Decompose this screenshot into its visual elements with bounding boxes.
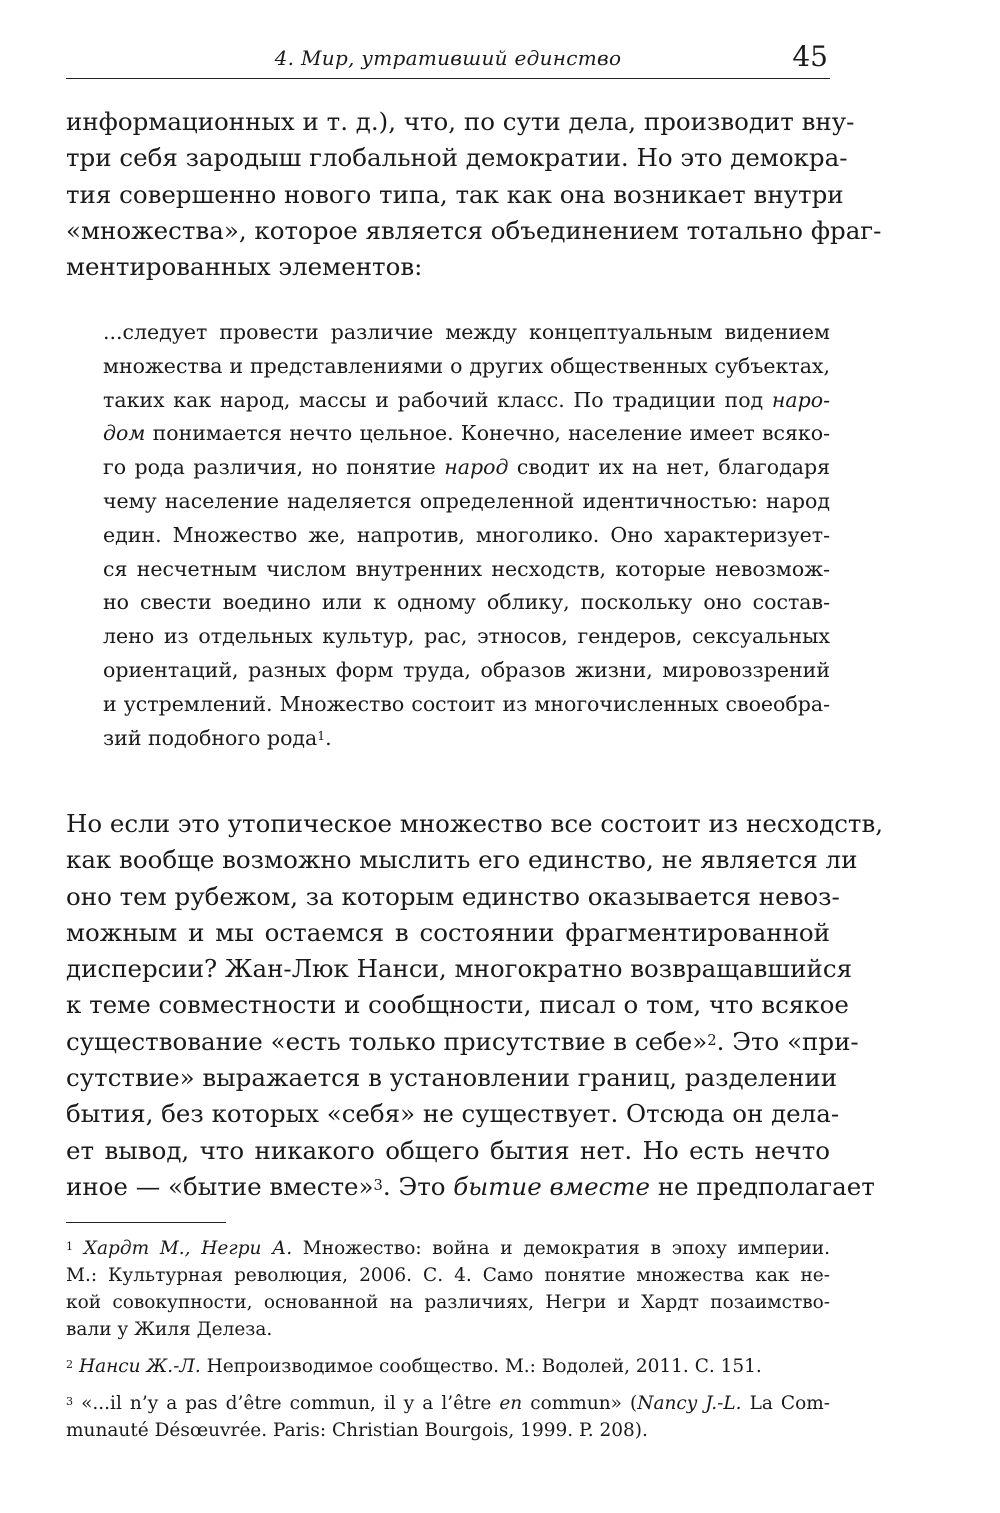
footnote-1: $^1$ Хардт М., Негри А. Множество: война и демократия в эпоху империи. — [66, 1238, 830, 1259]
page-number: 45 — [792, 40, 828, 73]
text-line: Но если это утопическое множество все состоит из несходств, — [66, 809, 884, 838]
text-line: «множества», которое является объединением тотально фраг- — [66, 215, 882, 245]
footnote-ref: 1 — [317, 729, 326, 744]
footnote-2: $^2$ Нанси Ж.-Л. Непроизводимое сообщество. М.: Водолей, 2011. С. 151. — [66, 1356, 762, 1377]
footnote-line: вали у Жиля Делеза. — [66, 1319, 273, 1340]
main-paragraph — [66, 806, 884, 1205]
footnote-author: Хардт М., Негри А. — [83, 1238, 293, 1259]
running-header — [66, 38, 830, 79]
quote-line: ориентаций, разных форм труда, образов жизни, мировоззрений — [103, 657, 830, 682]
quote-line: дом понимается нечто цельное. Конечно, население имеет всяко- — [103, 421, 830, 446]
quote-line: чему население наделяется определенной идентичностью: народ — [103, 488, 830, 513]
footnote-author: Нанси Ж.-Л. — [78, 1356, 201, 1377]
quote-line: таких как народ, массы и рабочий класс. По традиции под наро- — [103, 387, 830, 412]
footnote-author: Nancy J.-L. — [637, 1393, 742, 1414]
text-line: дисперсии? Жан-Люк Нанси, многократно возвращавшийся — [66, 954, 853, 984]
quote-line: и устремлений. Множество состоит из многочисленных своеобра- — [103, 691, 830, 716]
text-line: иное — «бытие вместе»$^3$. Это бытие вместе не предполагает — [66, 1171, 875, 1201]
text-line: три себя зародыш глобальной демократии. Но это демокра- — [66, 143, 848, 173]
intro-paragraph — [66, 104, 882, 285]
emphasis: народ — [444, 455, 509, 480]
text-line: информационных и т. д.), что, по сути дела, производит вну- — [66, 107, 855, 136]
footnote-ref: 2 — [707, 1031, 717, 1049]
emphasis: наро- — [771, 387, 830, 412]
text-line: тия совершенно нового типа, так как она возникает внутри — [66, 179, 844, 209]
block-quote — [103, 316, 830, 755]
quote-line: но свести воедино или к одному облику, поскольку оно состав- — [103, 590, 830, 615]
quote-line: ...следует провести различие между концептуальным видением — [103, 320, 830, 344]
quote-line: ся несчетным числом внутренних несходств, которые невозмож- — [103, 556, 830, 581]
footnote-line: munauté Désœuvrée. Paris: Christian Bourgois, 1999. P. 208). — [66, 1420, 648, 1441]
running-title: 4. Мир, утративший единство — [274, 46, 622, 70]
text-line: бытия, без которых «себя» не существует. Отсюда он дела- — [66, 1099, 840, 1129]
footnote-ref: 3 — [373, 1176, 383, 1194]
text-line: к теме совместности и сообщности, писал о том, что всякое — [66, 990, 849, 1020]
quote-line: лено из отдельных культур, рас, этносов, гендеров, сексуальных — [103, 624, 830, 649]
footnote-line: кой совокупности, основанной на различиях, Негри и Хардт позаимство- — [66, 1292, 830, 1313]
emphasis: бытие вместе — [453, 1171, 651, 1201]
footnote-divider — [66, 1222, 226, 1223]
text-line: ет вывод, что никакого общего бытия нет. Но есть нечто — [66, 1135, 830, 1165]
text-line: можным и мы остаемся в состоянии фрагментированной — [66, 917, 830, 947]
emphasis: en — [499, 1393, 523, 1414]
footnote-mark: 2 — [66, 1358, 74, 1372]
text-line: как вообще возможно мыслить его единство, не является ли — [66, 845, 858, 875]
text-line: сутствие» выражается в установлении границ, разделении — [66, 1063, 838, 1093]
footnotes — [66, 1235, 830, 1444]
quote-line: множества и представлениями о других общественных субъектах, — [103, 353, 830, 378]
footnote-line: М.: Культурная революция, 2006. С. 4. Само понятие множества как не- — [66, 1265, 830, 1286]
quote-line: зий подобного рода$^1$. — [103, 725, 332, 750]
footnote-mark: 3 — [66, 1395, 74, 1409]
quote-line: един. Множество же, напротив, многолико. Оно характеризует- — [103, 522, 830, 547]
text-line: ментированных элементов: — [66, 252, 423, 282]
footnote-mark: 1 — [66, 1240, 74, 1254]
footnote-3: $^3$ «...il n’y a pas d’être commun, il y a l’être en commun» (Nancy J.-L. La Com- — [66, 1393, 831, 1414]
emphasis: дом — [103, 421, 146, 446]
text-line: оно тем рубежом, за которым единство оказывается невоз- — [66, 881, 840, 911]
quote-line: го рода различия, но понятие народ сводит их на нет, благодаря — [103, 455, 830, 480]
text-line: существование «есть только присутствие в себе»$^2$. Это «при- — [66, 1026, 859, 1056]
